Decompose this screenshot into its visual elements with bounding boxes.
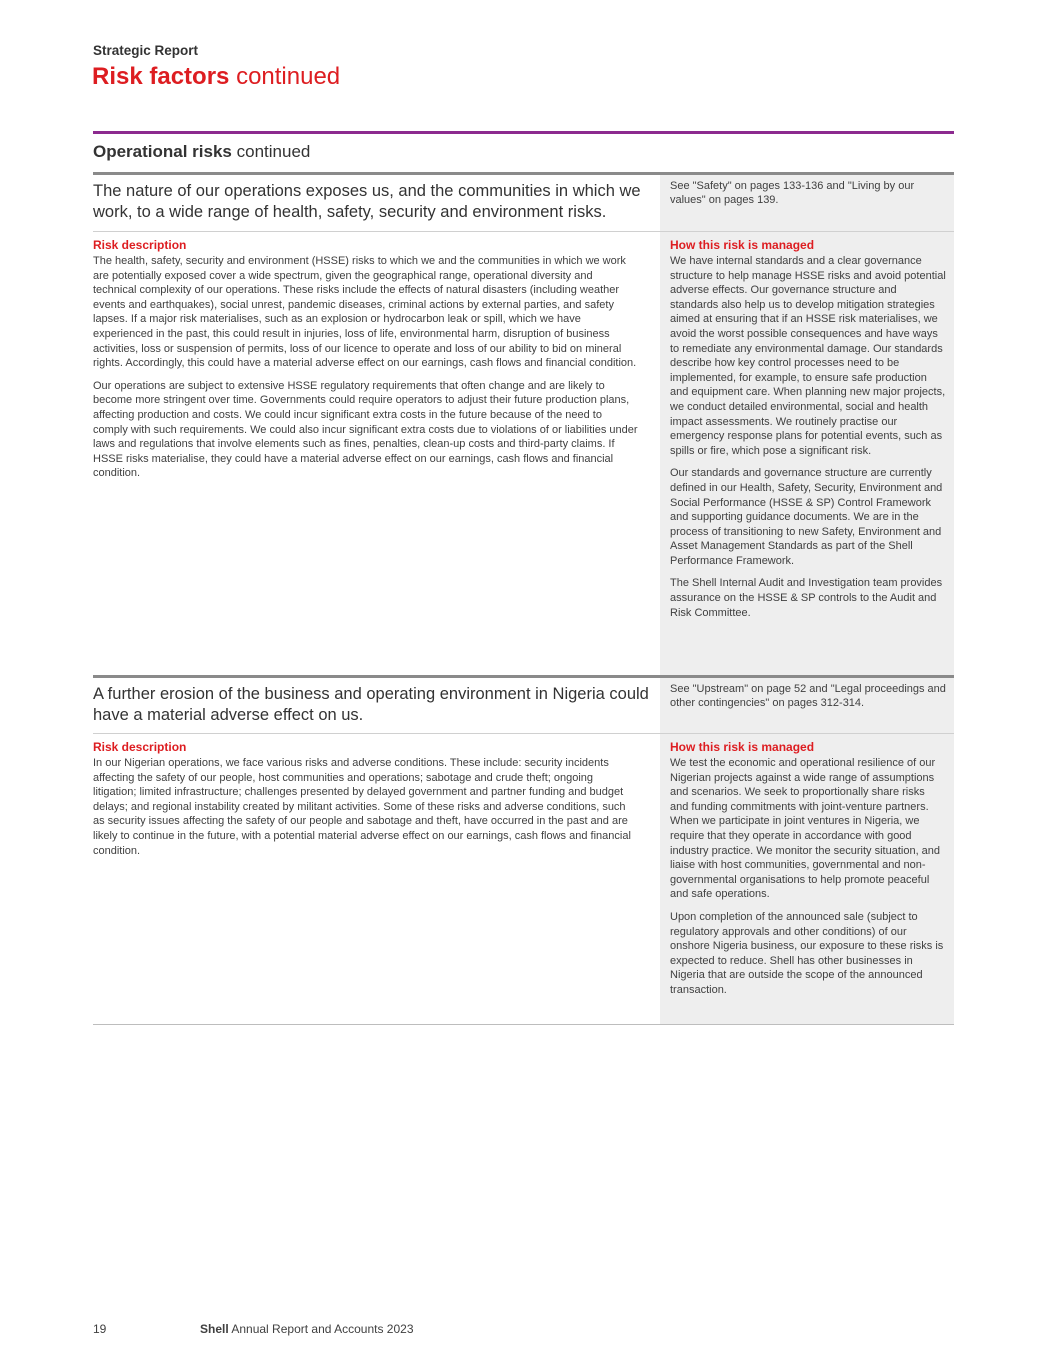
page-number: 19 — [93, 1322, 107, 1336]
page-title — [92, 63, 340, 91]
risk-description-paragraph: The health, safety, security and environment (HSSE) risks to which we and the communities in which we work are potentially exposed cover a wide spectrum, given the geographical range, operational diversity and technical complexity of our operations. These risks include the effects of natural disasters (including weather events and earthquakes), social unrest, pandemic diseases, criminal actions by external parties, and safety lapses. If a major risk materialises, such as an explosion or hydrocarbon leak or spill, which we have experienced in the past, this could result in injuries, loss of life, environmental harm, disruption of business activities, loss or suspension of permits, loss of our licence to operate and loss of our ability to bid on mineral rights. Accordingly, this could have a material adverse effect on our earnings, cash flows and financial condition. — [93, 255, 637, 370]
risk-managed-heading: How this risk is managed — [670, 740, 815, 754]
risk-managed-paragraph: Upon completion of the announced sale (subject to regulatory approvals and other conditions) of our onshore Nigeria business, our exposure to these risks is expected to reduce. Shell has other businesses in Nigeria that are outside the scope of the announced transaction. — [670, 910, 944, 996]
subsection-heading-suffix: continued — [236, 142, 311, 161]
see-also-reference: See "Upstream" on page 52 and "Legal proceedings and other contingencies" on pages 312-314. — [670, 683, 946, 709]
risk-header-divider — [93, 733, 954, 734]
footer-publication-title: Annual Report and Accounts 2023 — [231, 1322, 414, 1336]
risk-managed-paragraph: We have internal standards and a clear governance structure to help manage HSSE risks and avoid potential adverse effects. Our governance structure and standards also help us to develop mitigation strategies aimed at ensuring that if an HSSE risk materialises, we avoid the worst possible consequences and have ways to remediate any environmental damage. Our standards describe how key control processes need to be implemented, for example, to ensure safe production and equipment care. When planning new major projects, we conduct detailed environmental, social and health impact assessments. We routinely practise our emergency response plans for potential events, such as spills or fire, which pose a significant risk. — [670, 255, 946, 457]
risk-managed-heading: How this risk is managed — [670, 238, 815, 252]
risk-bottom-rule — [93, 1024, 954, 1025]
subsection-heading-main: Operational risks — [93, 142, 232, 161]
risk-header-divider — [93, 231, 954, 232]
risk-description-heading: Risk description — [93, 740, 187, 754]
risk-description — [93, 756, 639, 866]
risk-description-paragraph: Our operations are subject to extensive HSSE regulatory requirements that often change and are likely to become more stringent over time. Governments could require operators to adjust their future production plans, affecting production and costs. We could incur significant extra costs in the future because of the need to comply with such requirements. We could also incur significant extra costs due to violations of or liabilities under laws and regulations that involve elements such as fines, penalties, clean-up costs and third-party claims. If HSSE risks materialise, they could have a material adverse effect on our earnings, cash flows and financial condition. — [93, 379, 638, 480]
section-label: Strategic Report — [93, 43, 199, 58]
section-divider — [93, 131, 954, 134]
page-title-suffix: continued — [236, 63, 341, 90]
see-also-reference: See "Safety" on pages 133-136 and "Living by our values" on pages 139. — [670, 180, 915, 206]
risk-description — [93, 254, 639, 489]
risk-title: The nature of our operations exposes us, and the communities in which we work, to a wide range of health, safety, security and environment risks. — [93, 182, 641, 221]
risk-description-heading: Risk description — [93, 238, 187, 252]
risk-managed-paragraph: Our standards and governance structure are currently defined in our Health, Safety, Security, Environment and Social Performance (HSSE & SP) Control Framework and supporting guidance documents. We are in the process of transitioning to new Safety, Environment and Asset Management Standards as part of the Shell Performance Framework. — [670, 467, 943, 567]
footer-publication — [200, 1322, 414, 1336]
risk-managed-paragraph: We test the economic and operational resilience of our Nigerian projects against a wide range of assumptions and scenarios. We seek to proportionally share risks and funding commitments with joint-venture partners. When we participate in joint ventures in Nigeria, we require that they operate in accordance with good industry practice. We monitor the security situation, and liaise with host communities, governmental and non-governmental organisations to help promote peaceful and safe operations. — [670, 757, 941, 901]
risk-block-hsse — [93, 172, 954, 677]
risk-managed-paragraph: The Shell Internal Audit and Investigation team provides assurance on the HSSE & SP controls to the Audit and Risk Committee. — [670, 577, 943, 619]
risk-block-nigeria — [93, 675, 954, 1027]
risk-description-paragraph: In our Nigerian operations, we face various risks and adverse conditions. These include: security incidents affecting the safety of our people, host communities and operations; sabotage and crude theft; ongoing litigation; limited infrastructure; challenges presented by delayed government and partner funding and budget delays; and regional instability created by militant activities. Some of these risks and adverse conditions, such as security issues affecting the safety of our people and sabotage and theft, have occurred in the past and are likely to continue in the future, with a potential material adverse effect on our earnings, cash flows and financial condition. — [93, 757, 631, 857]
risk-management — [670, 254, 946, 628]
risk-title: A further erosion of the business and operating environment in Nigeria could have a material adverse effect on us. — [93, 685, 649, 724]
footer-brand-name: Shell — [200, 1322, 229, 1336]
subsection-heading — [93, 142, 310, 162]
page-title-main: Risk factors — [92, 63, 230, 90]
risk-management — [670, 756, 946, 1006]
